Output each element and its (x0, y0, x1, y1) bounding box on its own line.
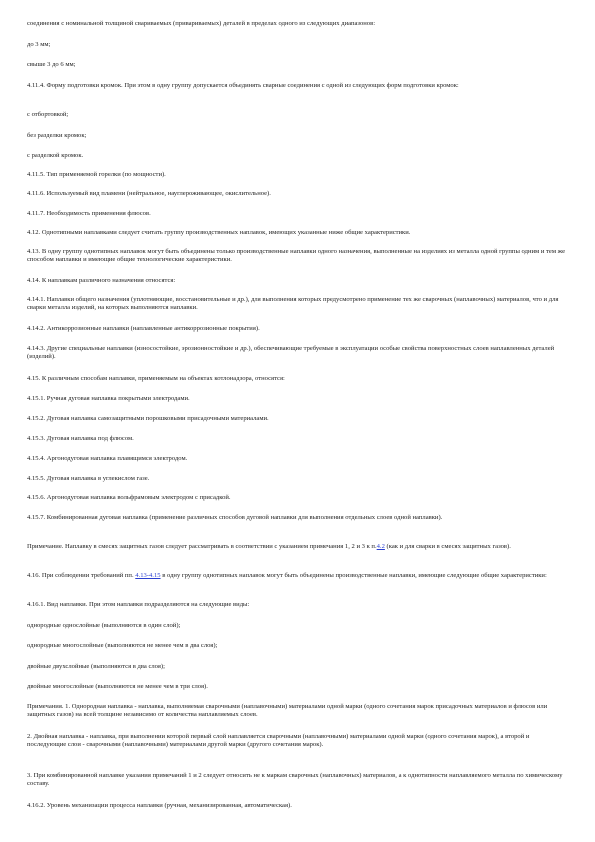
paragraph: до 3 мм; (27, 41, 51, 48)
paragraph: 4.15.5. Дуговая наплавка в углекислом газе. (27, 475, 150, 482)
paragraph: 4.14.3. Другие специальные наплавки (износостойкие, эрозионностойкие и др.), обеспечивающие требуемые в эксплуатации особые свойства поверхностных слоев наплавленных деталей (изделий). (27, 345, 555, 361)
paragraph: Примечание. Наплавку в смесях защитных газов следует рассматривать в соответствии с указанием примечания 1, 2 и 3 к п.4.2 (как и для сварки в смесях защитных газов). (27, 543, 511, 550)
paragraph: 3. При комбинированной наплавке указания примечаний 1 и 2 следует относить не к маркам сварочных (наплавочных) материалов, а к однотипности наплавляемого металла по химическому составу. (27, 772, 563, 788)
paragraph: 4.15.6. Аргонодуговая наплавка вольфрамовым электродом с присадкой. (27, 494, 231, 501)
paragraph: без разделки кромок; (27, 132, 87, 139)
paragraph: 4.15.4. Аргонодуговая наплавка плавящимся электродом. (27, 455, 188, 462)
clause-link[interactable]: 4.2 (376, 543, 385, 550)
paragraph: 4.14.2. Антикоррозионные наплавки (наплавленные антикоррозионные покрытия). (27, 325, 260, 332)
paragraph: двойные двухслойные (выполняются в два слоя); (27, 663, 165, 670)
paragraph: 4.14.1. Наплавки общего назначения (уплотняющие, восстановительные и др.), для выполнения которых предусмотрено применение тех же сварочных (наплавочных) материалов, что и для сварки металла изделий, на которых выполняются наплавки. (27, 296, 559, 312)
paragraph: 4.16. При соблюдении требований пп. 4.13-4.15 в одну группу однотипных наплавок могут быть объединены производственные наплавки, имеющие следующие общие характеристики: (27, 572, 547, 579)
paragraph: 4.15. К различным способам наплавки, применяемым на объектах котлонадзора, относятся: (27, 375, 285, 382)
paragraph: 4.12. Однотипными наплавками следует считать группу производственных наплавок, имеющих указанные ниже общие характеристики. (27, 229, 411, 236)
paragraph: с отбортовкой; (27, 111, 69, 118)
paragraph: 4.16.2. Уровень механизации процесса наплавки (ручная, механизированная, автоматическая). (27, 802, 292, 809)
paragraph: 4.11.6. Используемый вид пламени (нейтральное, науглероживающее, окислительное). (27, 190, 271, 197)
paragraph: 4.13. В одну группу однотипных наплавок могут быть объединены только производственные наплавки одного назначения, выполненные на изделиях из металла одной группы одним и тем же способом наплавки и имеющие общие технологические характеристики. (27, 248, 566, 264)
paragraph: Примечания. 1. Однородная наплавка - наплавка, выполняемая сварочными (наплавочными) материалами одной марки (одного сочетания марок присадочных материалов и флюсов или защитных газов) на всей толщине независимо от количества наплавляемых слоев. (27, 703, 548, 719)
paragraph: свыше 3 до 6 мм; (27, 61, 76, 68)
paragraph: однородные однослойные (выполняются в один слой); (27, 622, 181, 629)
paragraph: 4.16.1. Вид наплавки. При этом наплавки подразделяются на следующие виды: (27, 601, 250, 608)
paragraph: двойные многослойные (выполняются не менее чем в три слоя). (27, 683, 208, 690)
paragraph: 4.14. К наплавкам различного назначения относятся: (27, 277, 176, 284)
paragraph: 4.11.5. Тип применяемой горелки (по мощности). (27, 171, 166, 178)
paragraph: 4.15.7. Комбинированная дуговая наплавка (применение различных способов дуговой наплавки для выполнения отдельных слоев одной наплавки). (27, 514, 443, 521)
paragraph: 2. Двойная наплавка - наплавка, при выполнении которой первый слой наплавляется сварочными (наплавочными) материалами одной марки (одного сочетания марок), а второй и последующие слои - сварочными (наплавочными) материалами другой марки (другого сочетания марок). (27, 733, 530, 749)
paragraph: 4.15.2. Дуговая наплавка самозащитными порошковыми присадочными материалами. (27, 415, 269, 422)
clause-link[interactable]: 4.13-4.15 (135, 572, 161, 579)
paragraph: 4.11.7. Необходимость применения флюсов. (27, 210, 151, 217)
paragraph: с разделкой кромок. (27, 152, 84, 159)
paragraph: 4.15.3. Дуговая наплавка под флюсом. (27, 435, 134, 442)
paragraph: 4.11.4. Форму подготовки кромок. При этом в одну группу допускается объединять сварные соединения с одной из следующих форм подготовки кромок: (27, 82, 459, 89)
paragraph: 4.15.1. Ручная дуговая наплавка покрытыми электродами. (27, 395, 190, 402)
paragraph: соединения с номинальной толщиной свариваемых (привариваемых) деталей в пределах одного из следующих диапазонов: (27, 20, 376, 27)
paragraph: однородные многослойные (выполняются не менее чем в два слоя); (27, 642, 218, 649)
